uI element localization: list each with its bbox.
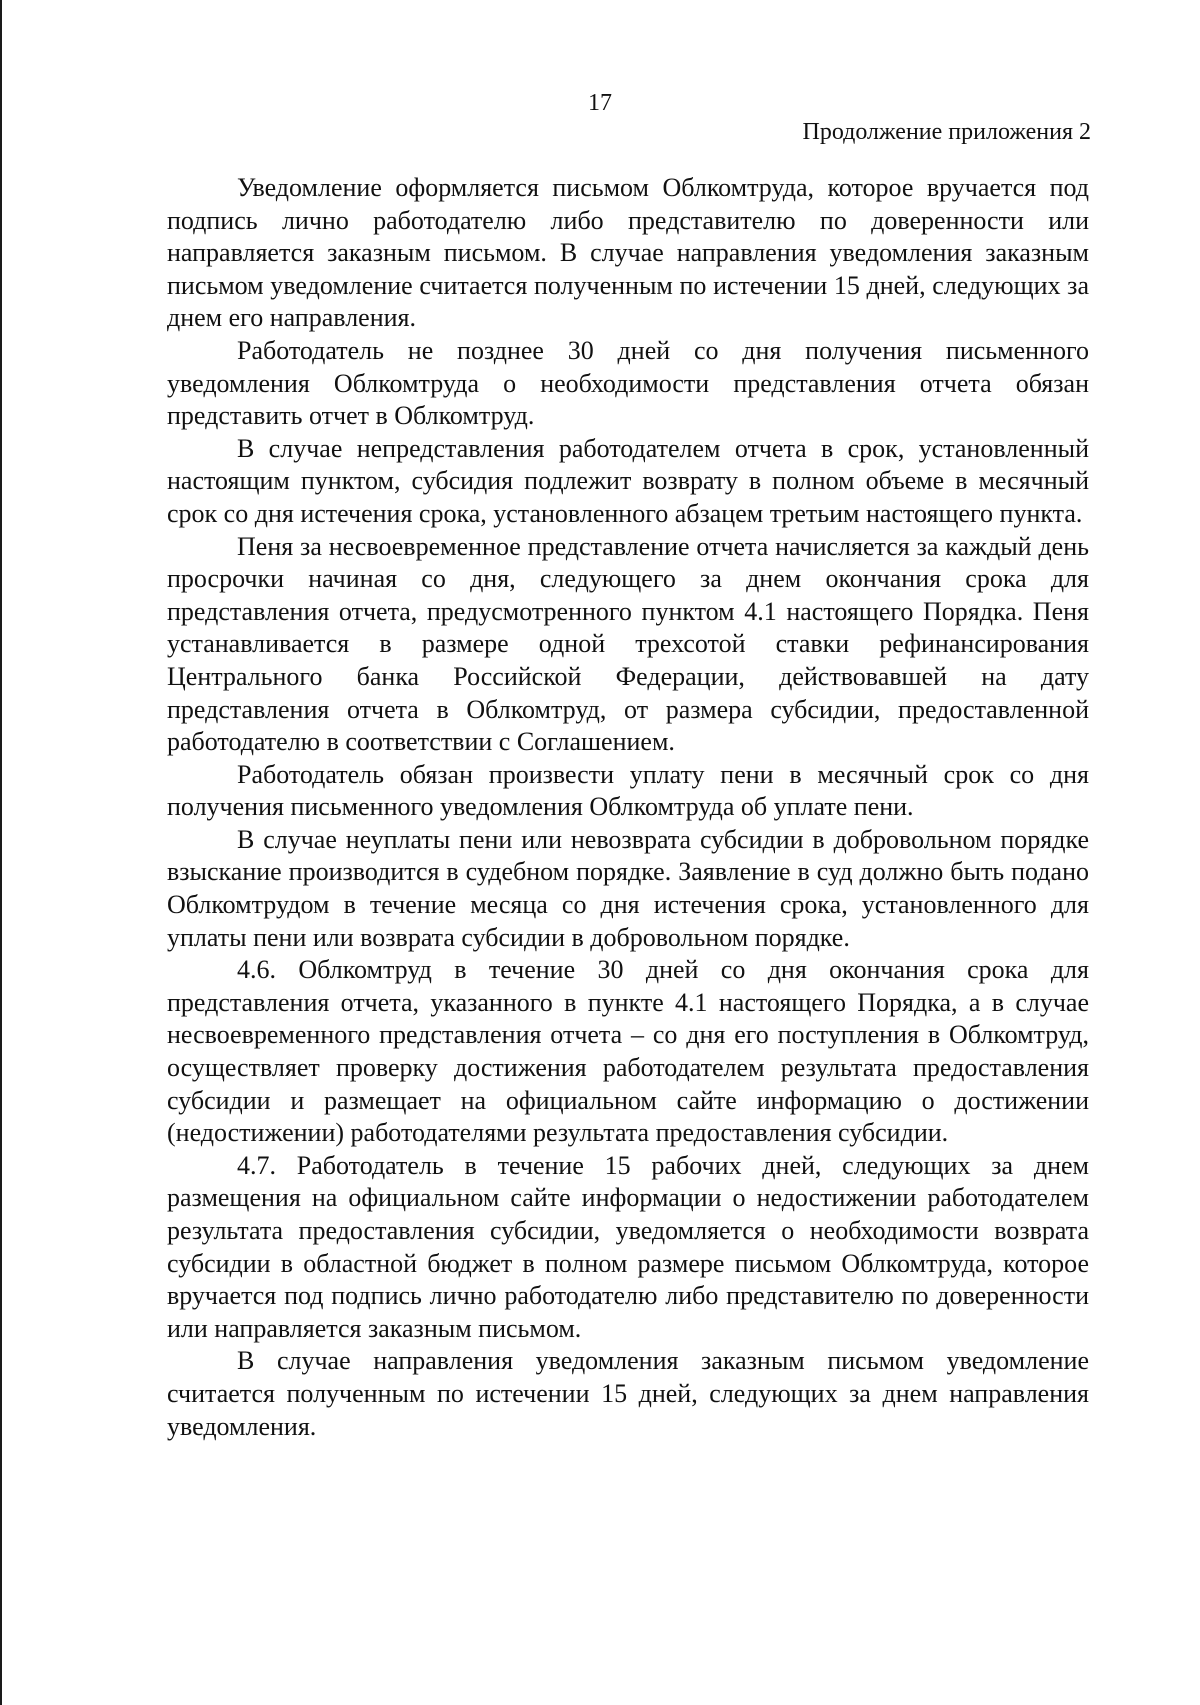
paragraph-notification-form: Уведомление оформляется письмом Облкомтруда, которое вручается под подпись лично работодателю либо представителю по доверенности или направляется заказным письмом. В случае направления уведомления заказным письмом уведомление считается полученным по истечении 15 дней, следующих за днем его направления. — [167, 173, 1089, 333]
paragraph-penalty-payment: Работодатель обязан произвести уплату пени в месячный срок со дня получения письменного уведомления Облкомтруда об уплате пени. — [167, 759, 1089, 822]
paragraph-notification-receipt: В случае направления уведомления заказным письмом уведомление считается полученным по истечении 15 дней, следующих за днем направления уведомления. — [167, 1346, 1089, 1441]
document-body — [167, 172, 1089, 1443]
page-number: 17 — [588, 90, 612, 116]
paragraph-court-recovery: В случае неуплаты пени или невозврата субсидии в добровольном порядке взыскание производится в судебном порядке. Заявление в суд должно быть подано Облкомтрудом в течение месяца со дня истечения срока, установленного для уплаты пени или возврата субсидии в добровольном порядке. — [167, 824, 1089, 952]
appendix-continuation-note: Продолжение приложения 2 — [802, 119, 1091, 145]
paragraph-clause-4-6: 4.6. Облкомтруд в течение 30 дней со дня окончания срока для представления отчета, указанного в пункте 4.1 настоящего Порядка, а в случае несвоевременного представления отчета – со дня его поступления в Облкомтруд, осуществляет проверку достижения работодателем результата предоставления субсидии и размещает на официальном сайте информацию о достижении (недостижении) работодателями результата предоставления субсидии. — [167, 955, 1089, 1148]
paragraph-clause-4-7: 4.7. Работодатель в течение 15 рабочих дней, следующих за днем размещения на официальном сайте информации о недостижении работодателем результата предоставления субсидии, уведомляется о необходимости возврата субсидии в областной бюджет в полном размере письмом Облкомтруда, которое вручается под подпись лично работодателю либо представителю по доверенности или направляется заказным письмом. — [167, 1150, 1089, 1343]
scan-edge-line — [0, 0, 2, 1705]
paragraph-report-deadline: Работодатель не позднее 30 дней со дня получения письменного уведомления Облкомтруда о необходимости представления отчета обязан представить отчет в Облкомтруд. — [167, 335, 1089, 431]
paragraph-subsidy-return: В случае непредставления работодателем отчета в срок, установленный настоящим пунктом, субсидия подлежит возврату в полном объеме в месячный срок со дня истечения срока, установленного абзацем третьим настоящего пункта. — [167, 433, 1089, 528]
paragraph-penalty: Пеня за несвоевременное представление отчета начисляется за каждый день просрочки начиная со дня, следующего за днем окончания срока для представления отчета, предусмотренного пунктом 4.1 настоящего Порядка. Пеня устанавливается в размере одной трехсотой ставки рефинансирования Центрального банка Российской Федерации, действовавшей на дату представления отчета в Облкомтруд, от размера субсидии, предоставленной работодателю в соответствии с Соглашением. — [167, 531, 1089, 757]
